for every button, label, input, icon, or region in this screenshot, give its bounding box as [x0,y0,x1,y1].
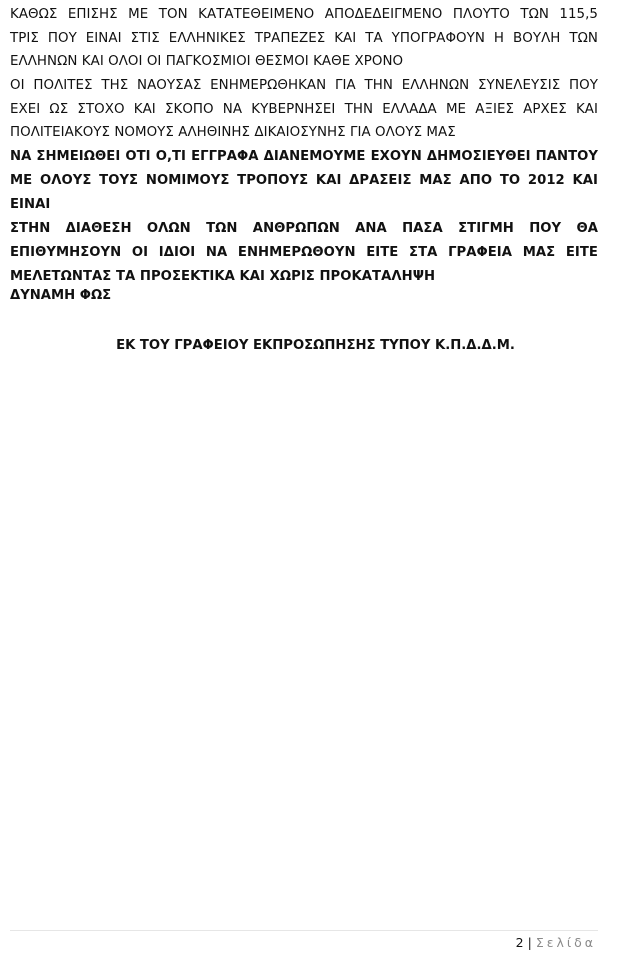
text-line: ΝΑ ΣΗΜΕΙΩΘΕΙ ΟΤΙ Ο,ΤΙ ΕΓΓΡΑΦΑ ΔΙΑΝΕΜΟΥΜΕ ΕΧΟΥΝ ΔΗΜΟΣΙΕΥΘΕΙ ΠΑΝΤΟΥ [10,149,598,164]
paragraph-wealth [10,3,598,74]
page-label: Σελίδα [535,935,596,950]
paragraph-naousa [10,74,598,145]
text-line: ΕΠΙΘΥΜΗΣΟΥΝ ΟΙ ΙΔΙΟΙ ΝΑ ΕΝΗΜΕΡΩΘΟΥΝ ΕΙΤΕ ΣΤΑ ΓΡΑΦΕΙΑ ΜΑΣ ΕΙΤΕ [10,245,598,260]
text-line: ΜΕ ΟΛΟΥΣ ΤΟΥΣ ΝΟΜΙΜΟΥΣ ΤΡΟΠΟΥΣ ΚΑΙ ΔΡΑΣΕΙΣ ΜΑΣ ΑΠΟ ΤΟ 2012 ΚΑΙ ΕΙΝΑΙ [10,173,598,212]
text-line: ΟΙ ΠΟΛΙΤΕΣ ΤΗΣ ΝΑΟΥΣΑΣ ΕΝΗΜΕΡΩΘΗΚΑΝ ΓΙΑ ΤΗΝ ΕΛΛΗΝΩΝ ΣΥΝΕΛΕΥΣΙΣ ΠΟΥ [10,78,598,93]
page-footer [516,935,596,950]
text-line: ΕΧΕΙ ΩΣ ΣΤΟΧΟ ΚΑΙ ΣΚΟΠΟ ΝΑ ΚΥΒΕΡΝΗΣΕΙ ΤΗΝ ΕΛΛΑΔΑ ΜΕ ΑΞΙΕΣ ΑΡΧΕΣ ΚΑΙ [10,101,598,117]
text-line: ΤΡΙΣ ΠΟΥ ΕΙΝΑΙ ΣΤΙΣ ΕΛΛΗΝΙΚΕΣ ΤΡΑΠΕΖΕΣ ΚΑΙ ΤΑ ΥΠΟΓΡΑΦΟΥΝ Η ΒΟΥΛΗ ΤΩΝ [10,30,598,46]
text-line: ΜΕΛΕΤΩΝΤΑΣ ΤΑ ΠΡΟΣΕΚΤΙΚΑ ΚΑΙ ΧΩΡΙΣ ΠΡΟΚΑΤΑΛΗΨΗ [10,269,436,284]
press-office-line: ΕΚ ΤΟΥ ΓΡΑΦΕΙΟΥ ΕΚΠΡΟΣΩΠΗΣΗΣ ΤΥΠΟΥ Κ.Π.Δ.Δ.Μ. [116,338,515,353]
signature: ΔΥΝΑΜΗ ΦΩΣ [10,288,112,303]
page-number: 2 [515,935,524,950]
text-line: ΣΤΗΝ ΔΙΑΘΕΣΗ ΟΛΩΝ ΤΩΝ ΑΝΘΡΩΠΩΝ ΑΝΑ ΠΑΣΑ ΣΤΙΓΜΗ ΠΟΥ ΘΑ [10,221,598,236]
text-line: ΚΑΘΩΣ ΕΠΙΣΗΣ ΜΕ ΤΟΝ ΚΑΤΑΤΕΘΕΙΜΕΝΟ ΑΠΟΔΕΔΕΙΓΜΕΝΟ ΠΛΟΥΤΟ ΤΩΝ 115,5 [10,7,598,22]
text-line: ΕΛΛΗΝΩΝ ΚΑΙ ΟΛΟΙ ΟΙ ΠΑΓΚΟΣΜΙΟΙ ΘΕΣΜΟΙ ΚΑΘΕ ΧΡΟΝΟ [10,54,404,69]
footer-separator: | [527,935,532,950]
paragraph-notice [10,145,598,289]
footer-divider [10,930,598,931]
text-line: ΠΟΛΙΤΕΙΑΚΟΥΣ ΝΟΜΟΥΣ ΑΛΗΘΙΝΗΣ ΔΙΚΑΙΟΣΥΝΗΣ ΓΙΑ ΟΛΟΥΣ ΜΑΣ [10,125,456,140]
